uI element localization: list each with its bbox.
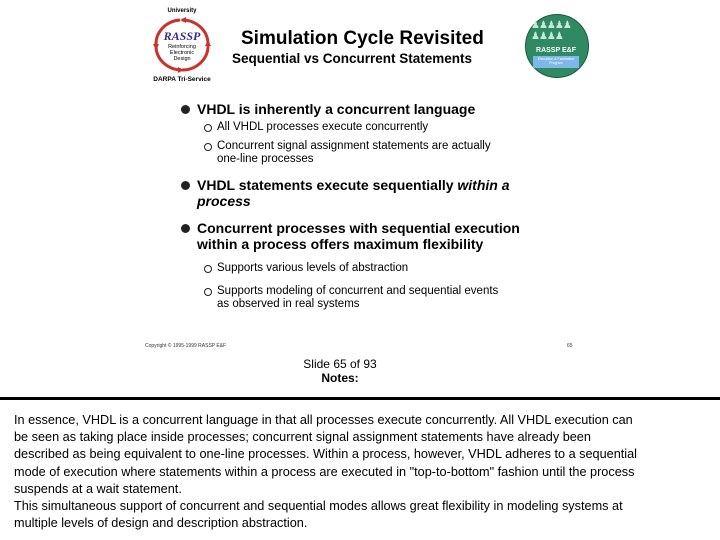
sub-bullet-ring-icon: [204, 143, 212, 151]
rassp-logo: [138, 8, 226, 83]
notes-line: multiple levels of design and description abstraction.: [14, 516, 308, 531]
notes-line: In essence, VHDL is a concurrent language in that all processes execute concurrently. All VHDL execution can: [14, 413, 633, 427]
slide-subtitle: Sequential vs Concurrent Statements: [232, 51, 473, 66]
sub-bullet-3-2: Supports modeling of concurrent and sequential events as observed in real systems: [217, 285, 498, 311]
sub-bullet-1-1: All VHDL processes execute concurrently: [217, 121, 428, 133]
bullet-1: VHDL is inherently a concurrent language: [197, 101, 475, 117]
logo-top-text: University: [167, 8, 197, 14]
footer-page: 65: [567, 343, 573, 349]
logo-name: RASSP E&F: [536, 47, 576, 54]
sub-bullet-ring-icon: [204, 265, 212, 273]
footer-copyright: Copyright © 1995-1999 RASSP E&F: [145, 343, 227, 349]
notes-line: be seen as taking place inside processes; concurrent signal assignment statements have already been: [14, 430, 591, 445]
slide-number: Slide 65 of 93: [303, 357, 377, 371]
logo-sub: Reinforcing Electronic Design: [168, 44, 196, 62]
notes-line: described as being equivalent to one-line processes. Within a process, however, VHDL adheres to a sequential: [14, 447, 637, 462]
rassp-ef-logo: [525, 14, 587, 76]
bullet-3: Concurrent processes with sequential execution within a process offers maximum flexibility: [197, 220, 520, 252]
notes-line: mode of execution where statements within a process are executed in "top-to-bottom" fashion until the process: [14, 464, 635, 479]
logo-brand: RASSP: [163, 29, 201, 43]
sub-bullet-3-1: Supports various levels of abstraction: [217, 262, 408, 274]
slide-title: Simulation Cycle Revisited: [241, 28, 484, 49]
bullet-dot-icon: [181, 181, 190, 190]
logo-band-text: Education & Facilitation Program: [537, 57, 575, 65]
divider: [0, 397, 720, 400]
sub-bullet-ring-icon: [204, 288, 212, 296]
sub-bullet-1-2: Concurrent signal assignment statements are actually one-line processes: [217, 140, 491, 166]
notes-line: This simultaneous support of concurrent and sequential modes allows great flexibility in modeling systems at: [14, 499, 623, 514]
notes-label: Notes:: [321, 371, 359, 385]
bullet-dot-icon: [181, 224, 190, 233]
bullet-dot-icon: [181, 105, 190, 114]
notes-line: suspends at a wait statement.: [14, 481, 182, 496]
people-icon: ♟♟♟♟♟ ♟♟♟♟: [531, 20, 571, 42]
sub-bullet-ring-icon: [204, 124, 212, 132]
bullet-2: VHDL statements execute sequentially within a process: [197, 177, 510, 209]
logo-bottom-text: DARPA Tri-Service: [153, 76, 211, 83]
notes-text: [14, 412, 714, 532]
